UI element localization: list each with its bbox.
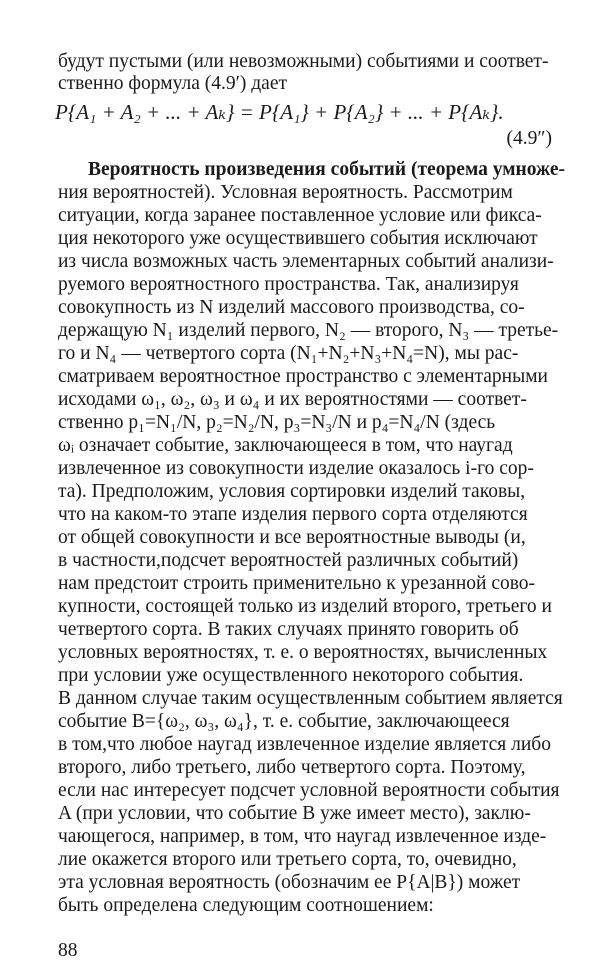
text-line: нам предстоит строить применительно к урезанной сово- <box>58 573 536 594</box>
text-line: ция некоторого уже осуществившего события исключают <box>58 228 538 249</box>
text-line: В данном случае таким осуществленным событием является <box>58 688 563 709</box>
page-number: 88 <box>58 940 78 961</box>
text-line: второго, либо третьего, либо четвертого сорта. Поэтому, <box>58 757 526 778</box>
text-line-1: будут пустыми (или невозможными) событиями и соответ- <box>58 51 549 72</box>
text-line: совокупность из N изделий массового производства, со- <box>58 297 525 318</box>
text-line: чающегося, например, в том, что наугад извлеченное изде- <box>58 826 547 847</box>
text-line: исходами ω₁, ω₂, ω₃ и ω₄ и их вероятностями — соответ- <box>58 389 527 410</box>
text-line-2: ственно формула (4.9′) дает <box>58 73 288 94</box>
text-line: держащую N₁ изделий первого, N₂ — второго, N₃ — третье- <box>58 320 559 341</box>
text-line: эта условная вероятность (обозначим ее P{A|B}) может <box>58 872 521 893</box>
equation-4-9pp: P{A₁ + A₂ + ... + Aₖ} = P{A₁} + P{A₂} + ... + P{Aₖ}. <box>55 100 504 124</box>
text-line: от общей совокупности и все вероятностные выводы (и, <box>58 527 526 548</box>
text-line: четвертого сорта. В таких случаях принято говорить об <box>58 619 519 640</box>
paragraph-heading-line-2: ния вероятностей). Условная вероятность. Рассмотрим <box>58 182 513 203</box>
text-line: руемого вероятностного пространства. Так, анализируя <box>58 274 519 295</box>
equation-number: (4.9″) <box>506 128 552 149</box>
text-line: купности, состоящей только из изделий второго, третьего и <box>58 596 552 617</box>
text-line: извлеченное из совокупности изделие оказалось i-го сор- <box>58 458 534 479</box>
text-line: из числа возможных часть элементарных событий анализи- <box>58 251 554 272</box>
text-line: го и N₄ — четвертого сорта (N₁+N₂+N₃+N₄=N), мы рас- <box>58 343 519 364</box>
text-line: лие окажется второго или третьего сорта, то, очевидно, <box>58 849 517 870</box>
text-line: условных вероятностях, т. е. о вероятностях, вычисленных <box>58 642 548 663</box>
text-line: A (при условии, что событие B уже имеет место), заклю- <box>58 803 531 824</box>
text-line: ситуации, когда заранее поставленное условие или фикса- <box>58 205 542 226</box>
text-line: что на каком-то этапе изделия первого сорта отделяются <box>58 504 528 525</box>
paragraph-heading-line-1 <box>88 158 566 182</box>
heading-bold: Вероятность произведения событий (теорема умноже- <box>88 159 566 180</box>
text-line: событие B={ω₂, ω₃, ω₄}, т. е. событие, заключающееся <box>58 711 510 732</box>
text-line: при условии уже осуществленного некоторого события. <box>58 665 524 686</box>
text-line: если нас интересует подсчет условной вероятности события <box>58 780 560 801</box>
text-line: в том,что любое наугад извлеченное изделие является либо <box>58 734 551 755</box>
text-line: ωᵢ означает событие, заключающееся в том, что наугад <box>58 435 513 456</box>
text-line: в частности,подсчет вероятностей различных событий) <box>58 550 519 571</box>
text-line: ственно p₁=N₁/N, p₂=N₂/N, p₃=N₃/N и p₄=N₄/N (здесь <box>58 412 496 433</box>
text-line: та). Предположим, условия сортировки изделий таковы, <box>58 481 526 502</box>
text-line: быть определена следующим соотношением: <box>58 895 434 916</box>
text-line: сматриваем вероятностное пространство с элементарными <box>58 366 548 387</box>
